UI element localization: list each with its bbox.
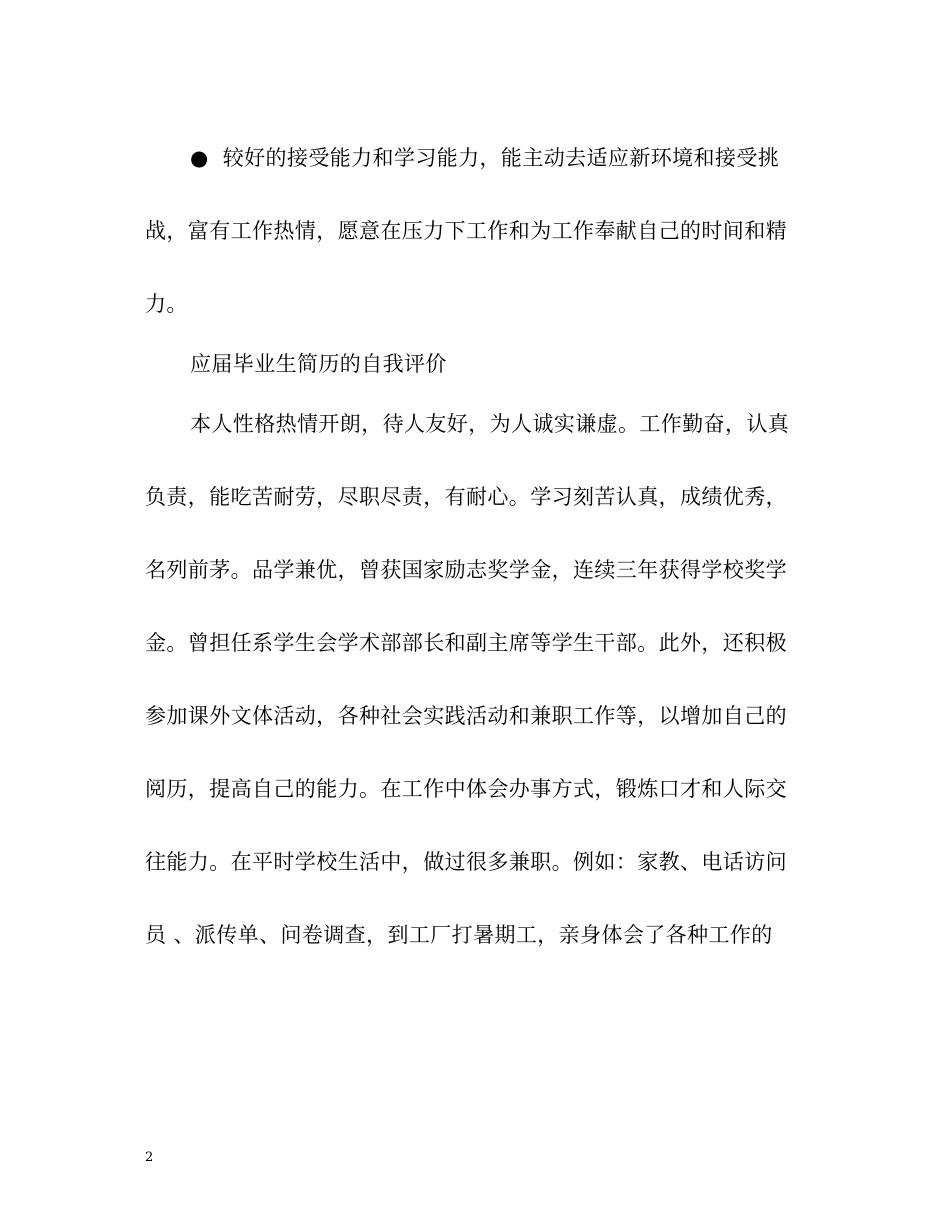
- paragraph-line: 力。: [145, 292, 188, 316]
- paragraph-line: 战，富有工作热情，愿意在压力下工作和为工作奉献自己的时间和精: [145, 219, 787, 243]
- paragraph-line: 往能力。在平时学校生活中，做过很多兼职。例如：家教、电话访问: [145, 850, 787, 874]
- paragraph-line: 阅历，提高自己的能力。在工作中体会办事方式，锻炼口才和人际交: [145, 777, 787, 801]
- paragraph-line: 本人性格热情开朗，待人友好，为人诚实谦虚。工作勤奋，认真: [190, 412, 790, 436]
- bullet-paragraph-line-1: [190, 143, 850, 173]
- section-heading: 应届毕业生简历的自我评价: [190, 352, 447, 376]
- text-line: 较好的接受能力和学习能力，能主动去适应新环境和接受挑: [222, 146, 780, 170]
- page-number: 2: [145, 1150, 154, 1165]
- paragraph-line: 金。曾担任系学生会学术部部长和副主席等学生干部。此外，还积极: [145, 631, 787, 655]
- paragraph-line: 员 、派传单、问卷调查，到工厂打暑期工，亲身体会了各种工作的: [145, 923, 773, 947]
- paragraph-line: 负责，能吃苦耐劳，尽职尽责，有耐心。学习刻苦认真，成绩优秀，: [145, 485, 787, 509]
- paragraph-line: 名列前茅。品学兼优，曾获国家励志奖学金，连续三年获得学校奖学: [145, 558, 787, 582]
- bullet-icon: ●: [190, 146, 209, 170]
- paragraph-line: 参加课外文体活动，各种社会实践活动和兼职工作等，以增加自己的: [145, 704, 787, 728]
